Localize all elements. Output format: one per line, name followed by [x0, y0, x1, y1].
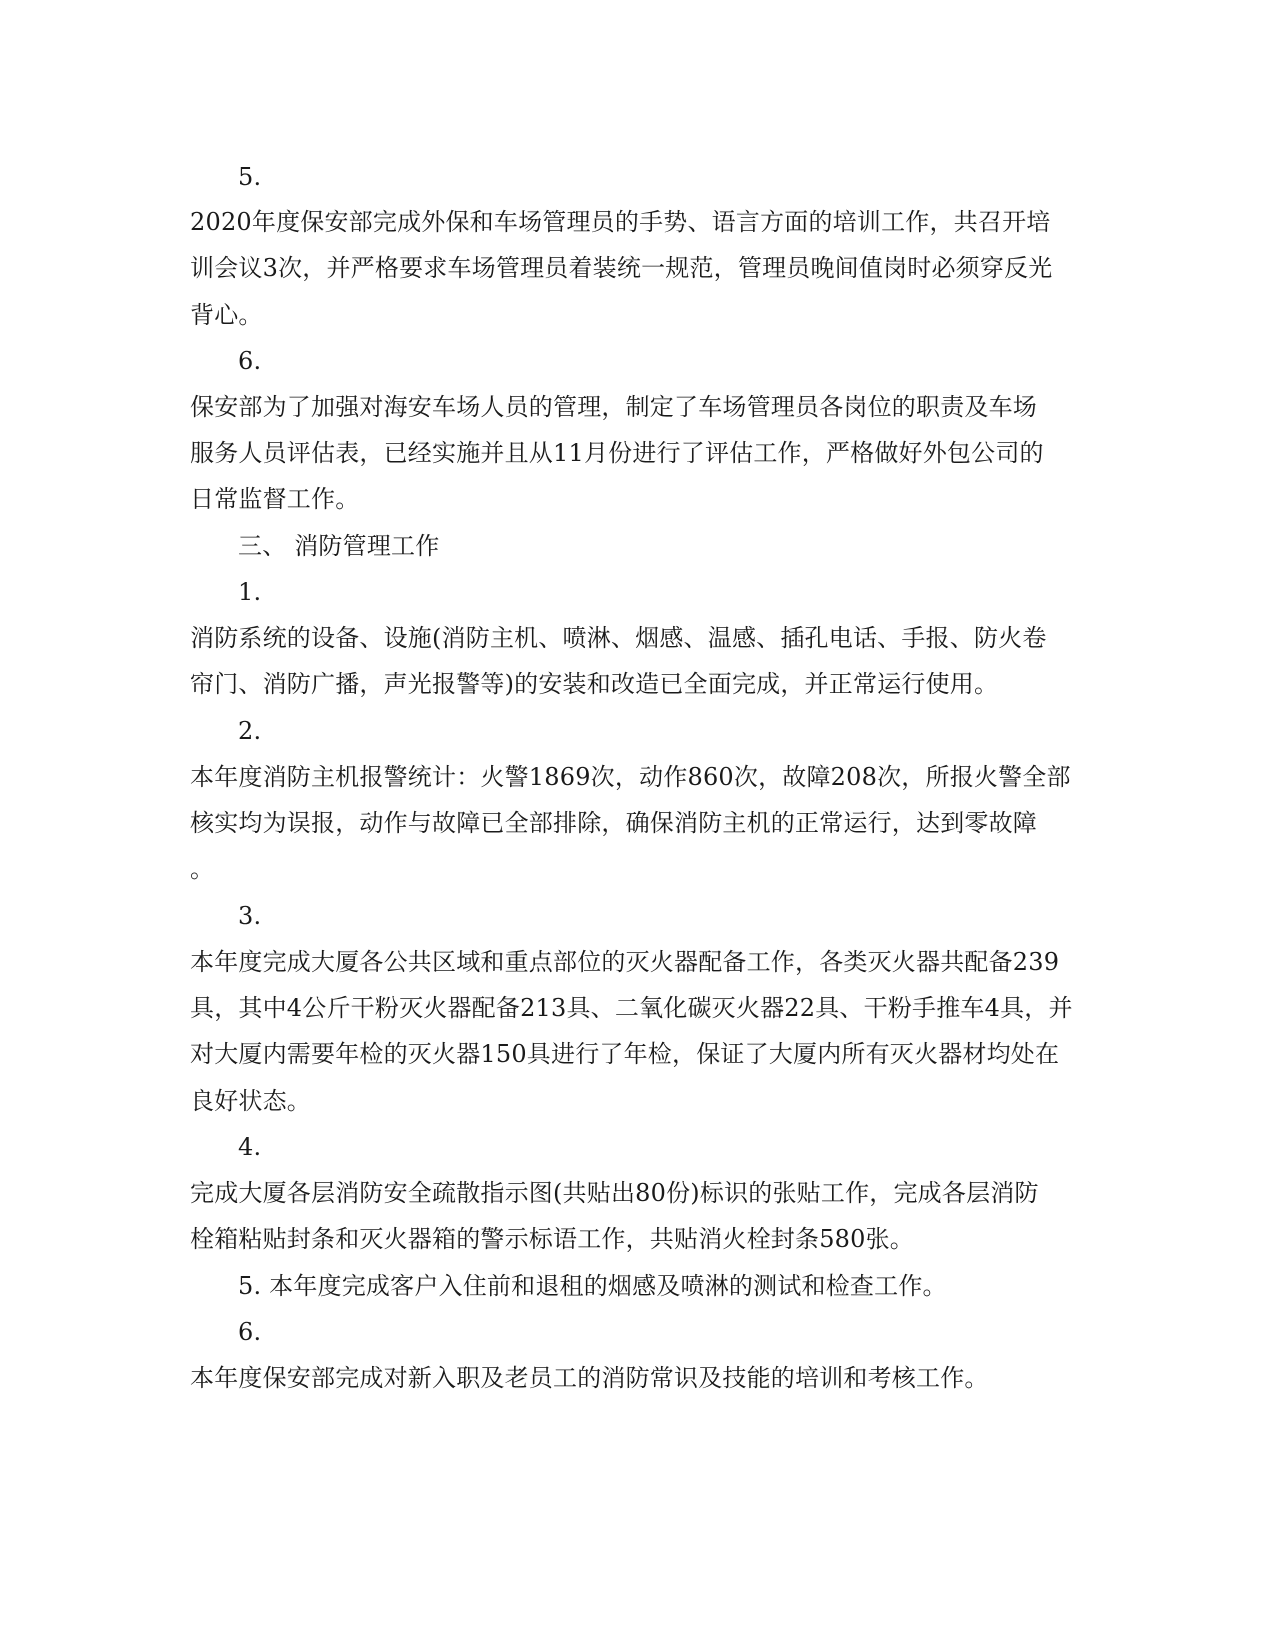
paragraph-line: 服务人员评估表，已经实施并且从11月份进行了评估工作，严格做好外包公司的 — [190, 439, 1044, 467]
list-item: 5. 本年度完成客户入住前和退租的烟感及喷淋的测试和检查工作。 — [238, 1272, 947, 1300]
paragraph-line: 帘门、消防广播，声光报警等)的安装和改造已全面完成，并正常运行使用。 — [190, 670, 999, 698]
paragraph-line: 核实均为误报，动作与故障已全部排除，确保消防主机的正常运行，达到零故障 — [190, 809, 1037, 837]
paragraph-line: 良好状态。 — [190, 1087, 311, 1115]
paragraph-line: 对大厦内需要年检的灭火器150具进行了年检，保证了大厦内所有灭火器材均处在 — [190, 1040, 1060, 1068]
paragraph-line: 本年度保安部完成对新入职及老员工的消防常识及技能的培训和考核工作。 — [190, 1364, 989, 1392]
paragraph-line: 训会议3次，并严格要求车场管理员着装统一规范，管理员晚间值岗时必须穿反光 — [190, 254, 1053, 282]
item-number: 3. — [238, 902, 262, 930]
paragraph-line: 。 — [190, 855, 215, 883]
paragraph-line: 具，其中4公斤干粉灭火器配备213具、二氧化碳灭火器22具、干粉手推车4具，并 — [190, 994, 1073, 1022]
item-number: 1. — [238, 578, 262, 606]
item-number: 5. — [238, 163, 262, 191]
paragraph-line: 栓箱粘贴封条和灭火器箱的警示标语工作，共贴消火栓封条580张。 — [190, 1225, 915, 1253]
item-number: 4. — [238, 1133, 262, 1161]
paragraph-line: 保安部为了加强对海安车场人员的管理，制定了车场管理员各岗位的职责及车场 — [190, 393, 1037, 421]
item-number: 6. — [238, 347, 262, 375]
paragraph-line: 本年度消防主机报警统计：火警1869次，动作860次，故障208次，所报火警全部 — [190, 763, 1071, 791]
paragraph-line: 背心。 — [190, 301, 263, 329]
paragraph-line: 完成大厦各层消防安全疏散指示图(共贴出80份)标识的张贴工作，完成各层消防 — [190, 1179, 1039, 1207]
item-number: 2. — [238, 717, 262, 745]
paragraph-line: 本年度完成大厦各公共区域和重点部位的灭火器配备工作，各类灭火器共配备239 — [190, 948, 1060, 976]
paragraph-line: 日常监督工作。 — [190, 485, 360, 513]
paragraph-line: 消防系统的设备、设施(消防主机、喷淋、烟感、温感、插孔电话、手报、防火卷 — [190, 624, 1047, 652]
item-number: 6. — [238, 1318, 262, 1346]
section-heading: 三、 消防管理工作 — [238, 532, 440, 560]
paragraph-line: 2020年度保安部完成外保和车场管理员的手势、语言方面的培训工作，共召开培 — [190, 208, 1051, 236]
